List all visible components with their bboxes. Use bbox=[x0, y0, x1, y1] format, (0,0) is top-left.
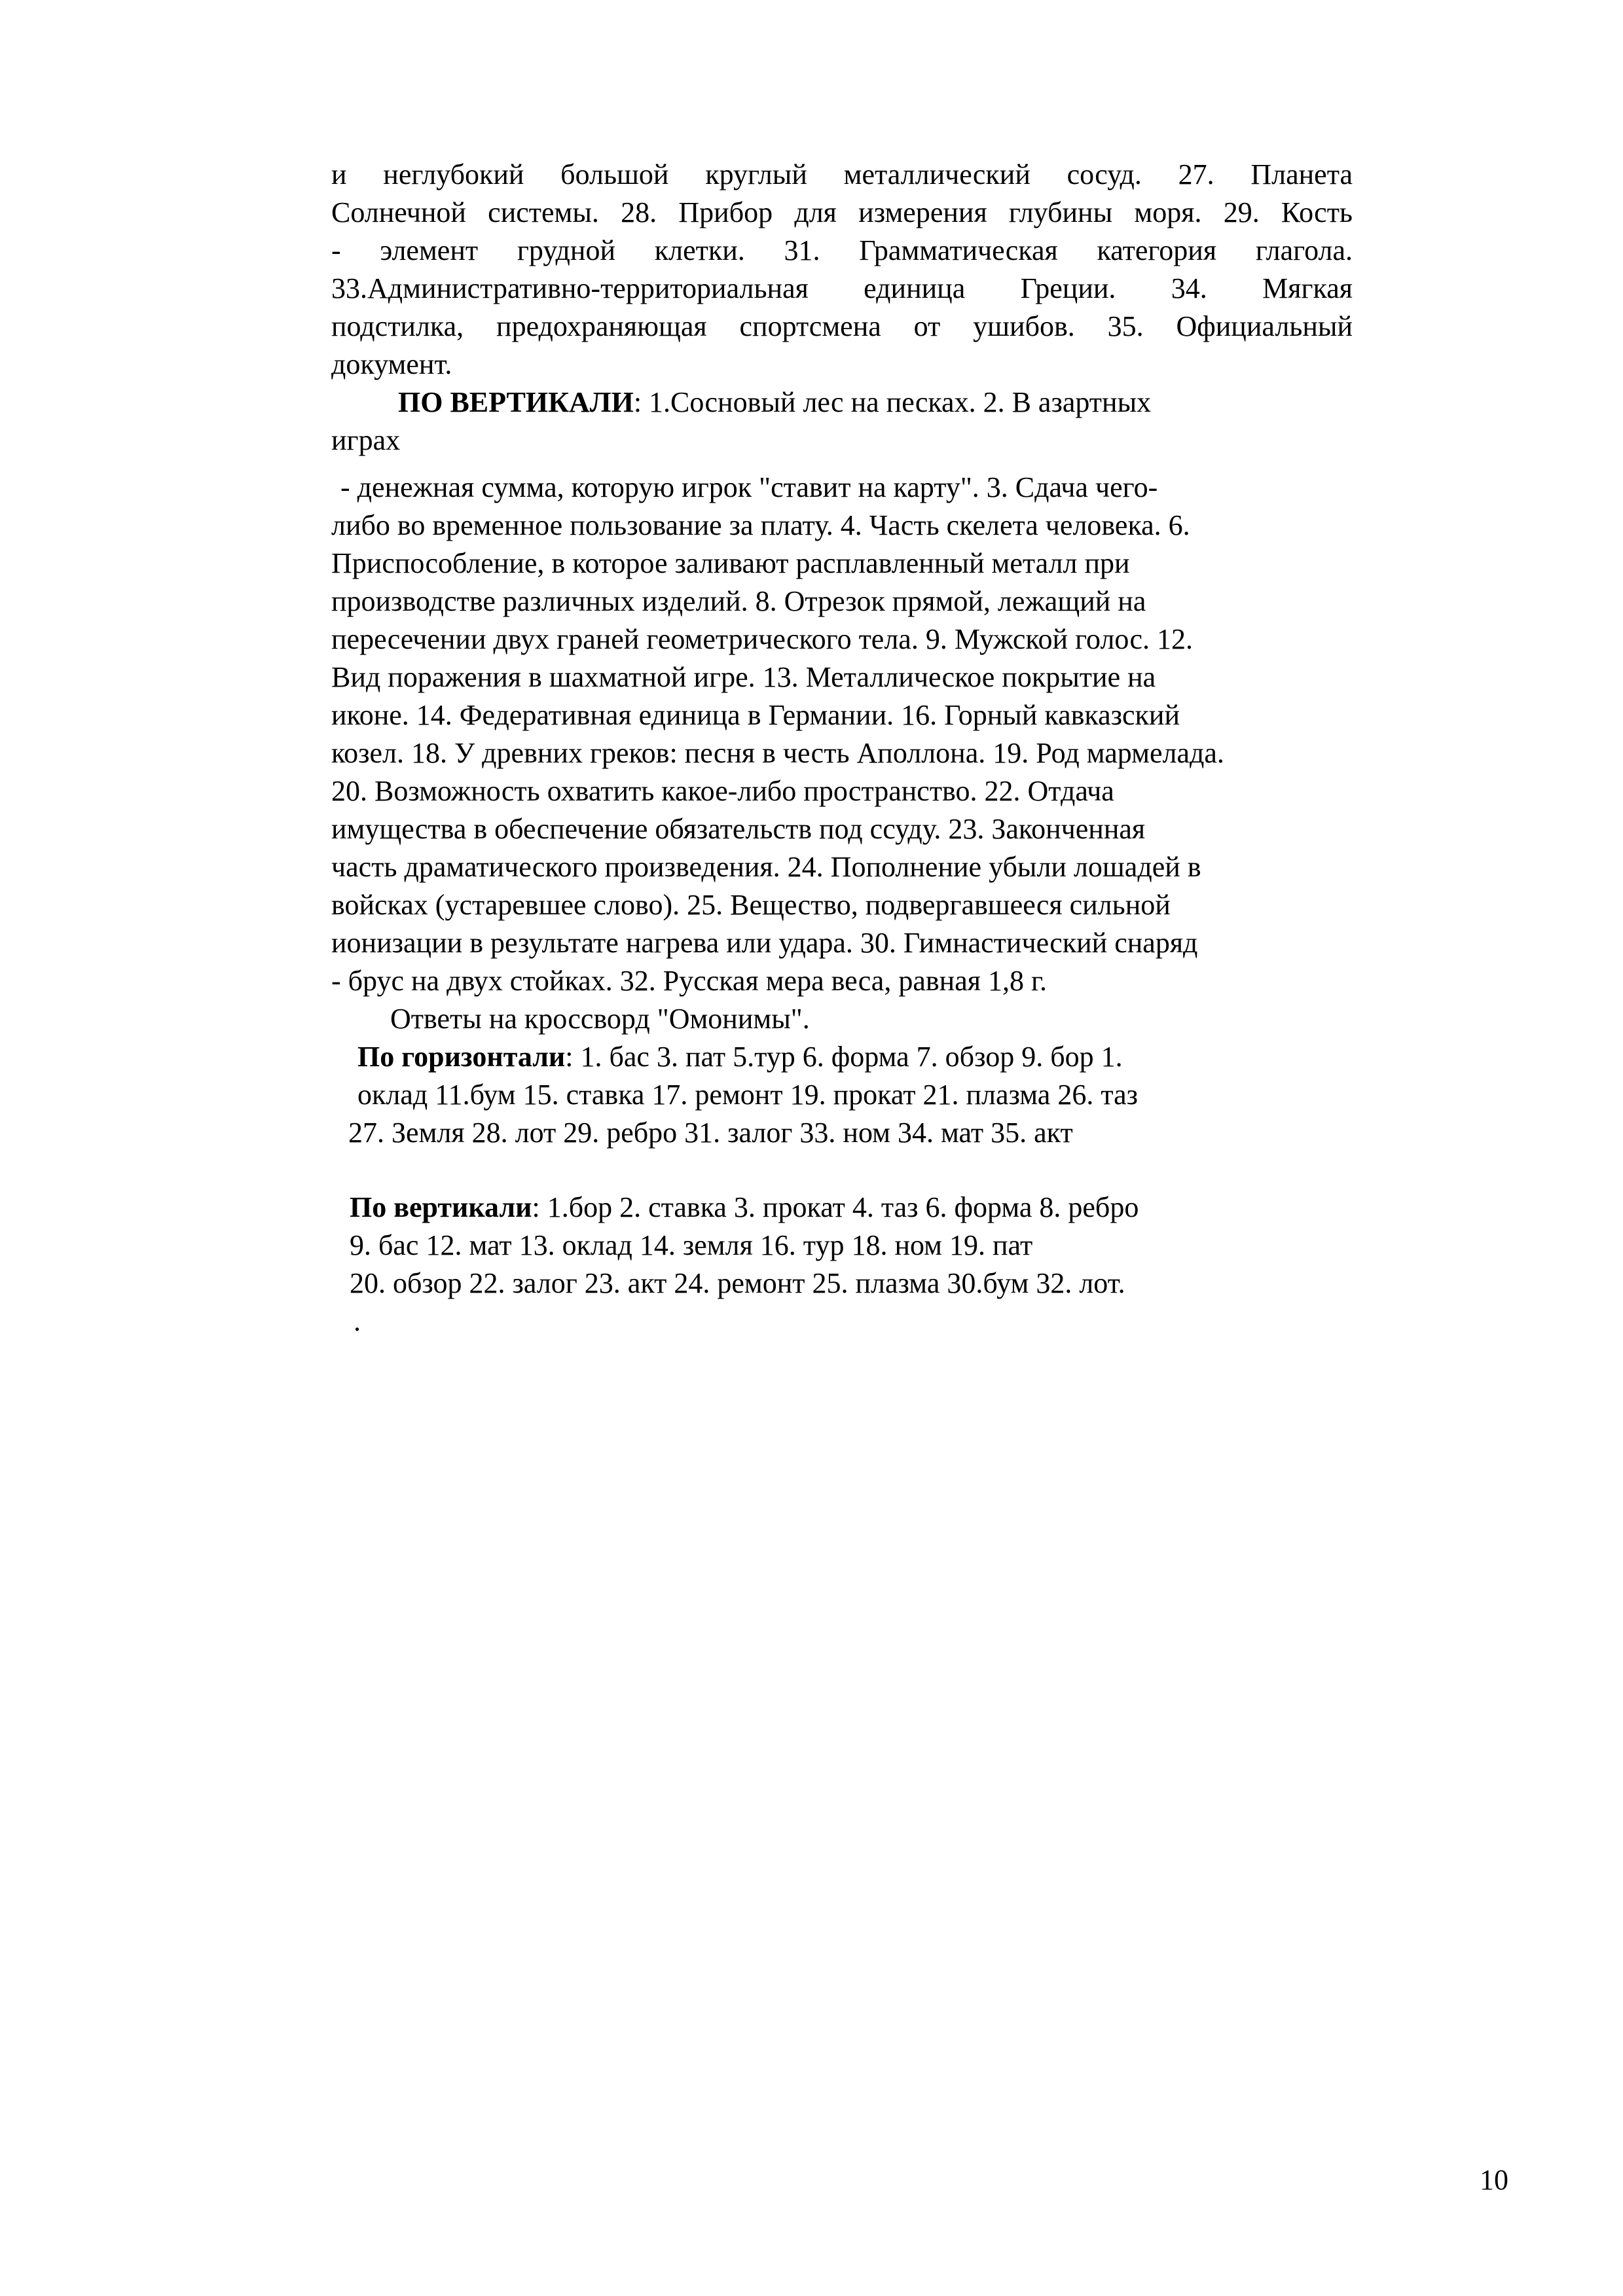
vertical-heading: ПО ВЕРТИКАЛИ bbox=[398, 386, 634, 418]
text-line: Приспособление, в которое заливают расплавленный металл при bbox=[331, 547, 1130, 579]
text-line: играх bbox=[331, 424, 401, 456]
text-line: производстве различных изделий. 8. Отрезок прямой, лежащий на bbox=[331, 585, 1146, 617]
text-line: войсках (устаревшее слово). 25. Вещество, подвергавшееся сильной bbox=[331, 889, 1171, 921]
text-line: либо во временное пользование за плату. 4. Часть скелета человека. 6. bbox=[331, 509, 1190, 541]
horizontal-label: По горизонтали bbox=[357, 1041, 566, 1073]
text-line: 9. бас 12. мат 13. оклад 14. земля 16. тур 18. ном 19. пат bbox=[350, 1229, 1033, 1261]
text-line: - элемент грудной клетки. 31. Грамматическая категория глагола. bbox=[331, 234, 1353, 266]
text-line: ионизации в результате нагрева или удара. 30. Гимнастический снаряд bbox=[331, 927, 1198, 959]
text-line: Солнечной системы. 28. Прибор для измерения глубины моря. 29. Кость bbox=[331, 196, 1353, 228]
text-line: - брус на двух стойках. 32. Русская мера веса, равная 1,8 г. bbox=[331, 965, 1048, 997]
text-line: 33.Административно-территориальная единица Греции. 34. Мягкая bbox=[331, 272, 1353, 304]
text-line: иконе. 14. Федеративная единица в Германии. 16. Горный кавказский bbox=[331, 699, 1180, 731]
text-line: 20. обзор 22. залог 23. акт 24. ремонт 25. плазма 30.бум 32. лот. bbox=[350, 1267, 1125, 1299]
text-line: - денежная сумма, которую игрок "ставит на карту". 3. Сдача чего- bbox=[340, 471, 1158, 503]
trailing-dot: . bbox=[354, 1305, 361, 1337]
text-line: 27. Земля 28. лот 29. ребро 31. залог 33. ном 34. мат 35. акт bbox=[348, 1117, 1073, 1149]
text-line: подстилка, предохраняющая спортсмена от ушибов. 35. Официальный bbox=[331, 310, 1353, 342]
answers-title: Ответы на кроссворд "Омонимы". bbox=[390, 1003, 810, 1035]
text-line: часть драматического произведения. 24. Пополнение убыли лошадей в bbox=[331, 851, 1201, 883]
text-line: 20. Возможность охватить какое-либо пространство. 22. Отдача bbox=[331, 775, 1114, 807]
vertical-clues-first-line bbox=[398, 384, 1151, 422]
vertical-label: По вертикали bbox=[350, 1191, 532, 1223]
text-line: имущества в обеспечение обязательств под ссуду. 23. Законченная bbox=[331, 813, 1146, 845]
page-number: 10 bbox=[1480, 2164, 1508, 2196]
answers-vertical-first-line bbox=[350, 1189, 1139, 1227]
horizontal-clues-ending bbox=[331, 156, 1353, 384]
answers-horizontal-first-line bbox=[357, 1038, 1123, 1076]
text-line: документ. bbox=[331, 348, 452, 380]
text-line: пересечении двух граней геометрического тела. 9. Мужской голос. 12. bbox=[331, 623, 1194, 655]
text-line: оклад 11.бум 15. ставка 17. ремонт 19. прокат 21. плазма 26. таз bbox=[357, 1079, 1138, 1111]
text-line: : 1.Сосновый лес на песках. 2. В азартных bbox=[633, 386, 1152, 418]
text-line: Вид поражения в шахматной игре. 13. Металлическое покрытие на bbox=[331, 661, 1156, 693]
text-line: и неглубокий большой круглый металлический сосуд. 27. Планета bbox=[331, 158, 1353, 190]
text-line: козел. 18. У древних греков: песня в честь Аполлона. 19. Род мармелада. bbox=[331, 737, 1224, 769]
text-line: : 1. бас 3. пат 5.тур 6. форма 7. обзор 9. бор 1. bbox=[565, 1041, 1123, 1073]
text-line: : 1.бор 2. ставка 3. прокат 4. таз 6. форма 8. ребро bbox=[532, 1191, 1139, 1223]
